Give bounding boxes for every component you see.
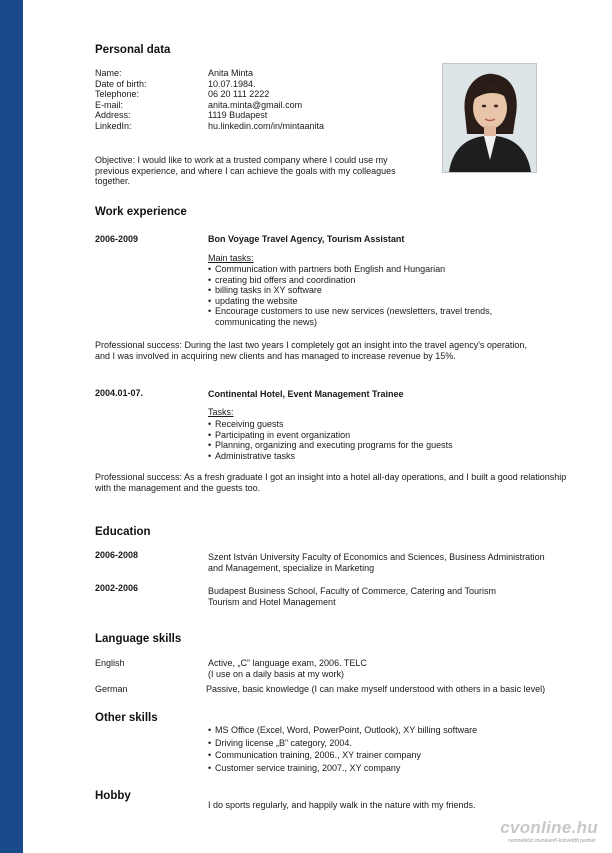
lang-1-line-2: (I use on a daily basis at my work) (208, 668, 345, 679)
value-email[interactable]: anita.minta@gmail.com (208, 99, 303, 110)
heading-education: Education (95, 526, 151, 538)
list-item: • billing tasks in XY software (208, 285, 492, 296)
heading-other-skills: Other skills (95, 712, 158, 724)
objective (95, 155, 396, 187)
list-item: • Receiving guests (208, 419, 453, 430)
edu-2-line-1: Budapest Business School, Faculty of Commerce, Catering and Tourism (208, 586, 496, 596)
job-2-task-list (208, 419, 453, 461)
cvonline-logo: cvonline.hu (500, 818, 598, 837)
value-dob: 10.07.1984. (208, 78, 256, 89)
list-item: • creating bid offers and coordination (208, 275, 492, 286)
list-item: • Planning, organizing and executing programs for the guests (208, 440, 453, 451)
value-telephone: 06 20 111 2222 (208, 89, 270, 100)
list-item: • Communication with partners both English and Hungarian (208, 264, 492, 275)
job-1-success (95, 340, 527, 361)
edu-2-text (208, 586, 496, 607)
lang-1-line-1: Active, „C” language exam, 2006. TELC (208, 658, 367, 668)
list-item: • Participating in event organization (208, 430, 453, 441)
label-dob: Date of birth: (95, 78, 147, 89)
list-item: • Customer service training, 2007., XY company (208, 762, 477, 775)
job-2-success-line-1: Professional success: As a fresh graduate I got an insight into a hotel all-day operations, and I built a good relationship (95, 472, 567, 482)
list-item: • MS Office (Excel, Word, PowerPoint, Outlook), XY billing software (208, 724, 477, 737)
heading-work-experience: Work experience (95, 206, 187, 218)
other-skills-list (208, 724, 477, 774)
job-1-success-line-2: and I was involved in acquiring new clients and has managed to increase revenue by 15%. (95, 350, 456, 361)
label-telephone: Telephone: (95, 89, 140, 100)
job-1-title: Bon Voyage Travel Agency, Tourism Assistant (208, 234, 405, 244)
edu-1-text (208, 552, 545, 573)
job-2-title: Continental Hotel, Event Management Trainee (208, 389, 404, 399)
lang-1-text (208, 658, 367, 679)
job-1-task-list (208, 264, 492, 328)
portrait-illustration (443, 64, 536, 172)
heading-personal-data: Personal data (95, 44, 171, 56)
edu-2-date: 2002-2006 (95, 583, 139, 593)
value-linkedin[interactable]: hu.linkedin.com/in/mintaanita (208, 120, 325, 131)
label-name: Name: (95, 68, 122, 78)
lang-1-name: English (95, 658, 125, 668)
heading-hobby: Hobby (95, 790, 131, 802)
lang-2-name: German (95, 684, 128, 694)
edu-1-line-2: and Management, specialize in Marketing (208, 562, 375, 573)
label-linkedin: LinkedIn: (95, 120, 132, 131)
job-2-success (95, 472, 566, 493)
list-item: • Administrative tasks (208, 451, 453, 462)
value-address: 1119 Budapest (208, 110, 268, 121)
label-email: E-mail: (95, 99, 124, 110)
job-2-success-line-2: with the management and the guests too. (95, 482, 261, 493)
left-sidebar-band (0, 0, 23, 853)
job-2-date: 2004.01-07. (95, 388, 144, 398)
value-name: Anita Minta (208, 68, 254, 78)
hobby-text: I do sports regularly, and happily walk in the nature with my friends. (208, 800, 476, 810)
personal-values (208, 68, 324, 132)
job-1-date: 2006-2009 (95, 234, 139, 244)
profile-photo (442, 63, 537, 173)
edu-2-line-2: Tourism and Hotel Management (208, 596, 336, 607)
objective-line-1: Objective: I would like to work at a trusted company where I could use my (95, 155, 388, 165)
cvonline-logo-sub: nemzetközi munkaerő-közvetítő partner (508, 838, 596, 844)
list-item: • Driving license „B” category, 2004. (208, 737, 477, 750)
objective-line-2: previous experience, and where I can achieve the goals with my colleagues (95, 165, 396, 176)
edu-1-line-1: Szent István University Faculty of Economics and Sciences, Business Administration (208, 552, 545, 562)
job-2-tasks-label: Tasks: (208, 407, 234, 417)
job-1-success-line-1: Professional success: During the last two years I completely got an insight into the travel agency's operation, (95, 340, 527, 350)
edu-1-date: 2006-2008 (95, 550, 139, 560)
list-item: • updating the website (208, 296, 492, 307)
job-1-tasks-label: Main tasks: (208, 253, 254, 263)
objective-line-3: together. (95, 176, 131, 187)
job-1-task-continuation: communicating the news) (215, 316, 318, 327)
list-item: • Communication training, 2006., XY trainer company (208, 749, 477, 762)
lang-2-text: Passive, basic knowledge (I can make myself understood with others in a basic level) (206, 684, 546, 694)
label-address: Address: (95, 110, 131, 121)
personal-labels (95, 68, 147, 132)
heading-language-skills: Language skills (95, 633, 182, 645)
list-item: • Encourage customers to use new services (newsletters, travel trends, (208, 306, 492, 317)
